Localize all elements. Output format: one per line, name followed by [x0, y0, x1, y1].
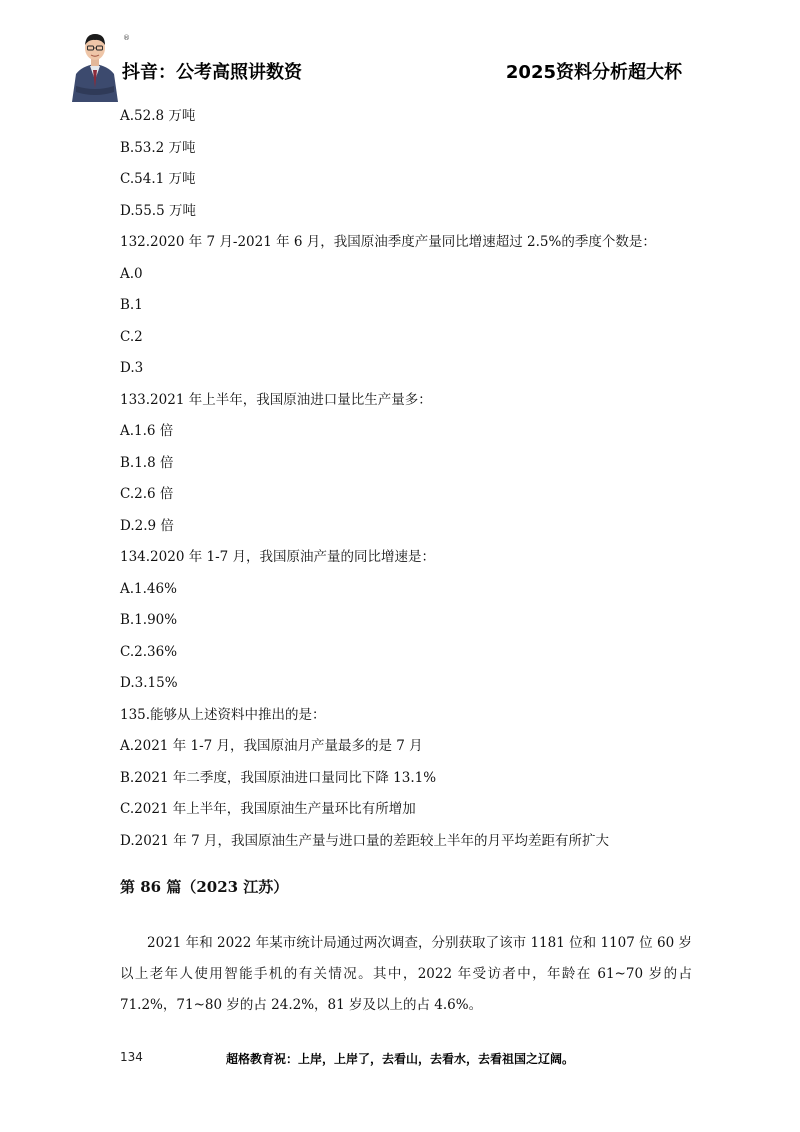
list-item: D.2.9 倍: [120, 517, 174, 534]
section-heading: 第 86 篇（2023 江苏）: [120, 878, 289, 896]
list-item: A.0: [120, 265, 143, 282]
question-stem: 135.能够从上述资料中推出的是：: [120, 706, 326, 723]
list-item: B.1: [120, 297, 143, 313]
list-item: D.3.15%: [120, 675, 178, 691]
book-title: 2025资料分析超大杯: [505, 62, 682, 83]
question-stem: 132.2020 年 7 月-2021 年 6 月，我国原油季度产量同比增速超过 2.5%的季度个数是：: [120, 234, 656, 250]
list-item: D.55.5 万吨: [120, 202, 196, 219]
passage: [120, 928, 692, 1021]
list-item: C.2.36%: [120, 643, 178, 660]
passage-paragraph: 2021 年和 2022 年某市统计局通过两次调查，分别获取了该市 1181 位和 1107 位 60 岁以上老年人使用智能手机的有关情况。其中，2022 年受访者中，年龄在 61~70 岁的占 71.2%，71~80 岁的占 24.2%，81 岁及以上的占 4.6%。: [120, 935, 692, 1013]
list-item: A.1.6 倍: [120, 423, 174, 439]
list-item: A.2021 年 1-7 月，我国原油月产量最多的是 7 月: [120, 738, 423, 754]
page-header: [0, 0, 800, 104]
question-list: [120, 104, 690, 860]
list-item: A.1.46%: [120, 580, 177, 597]
list-item: B.2021 年二季度，我国原油进口量同比下降 13.1%: [120, 769, 437, 786]
footer-slogan: 超格教育祝：上岸，上岸了，去看山，去看水，去看祖国之辽阔。: [226, 1052, 575, 1066]
list-item: C.2021 年上半年，我国原油生产量环比有所增加: [120, 801, 416, 817]
list-item: C.2.6 倍: [120, 486, 174, 502]
question-stem: 133.2021 年上半年，我国原油进口量比生产量多：: [120, 391, 432, 408]
list-item: B.1.90%: [120, 612, 178, 628]
list-item: C.54.1 万吨: [120, 171, 196, 187]
author-photo: [68, 28, 122, 102]
list-item: B.1.8 倍: [120, 454, 174, 471]
list-item: C.2: [120, 328, 143, 345]
list-item: B.53.2 万吨: [120, 139, 196, 156]
registered-mark: ®: [123, 34, 130, 42]
author-portrait-icon: [68, 28, 122, 102]
page-number: 134: [120, 1050, 143, 1064]
question-stem: 134.2020 年 1-7 月，我国原油产量的同比增速是：: [120, 549, 436, 565]
list-item: D.2021 年 7 月，我国原油生产量与进口量的差距较上半年的月平均差距有所扩大: [120, 832, 609, 849]
brand-title: 抖音：公考高照讲数资: [122, 62, 302, 83]
list-item: A.52.8 万吨: [120, 108, 196, 124]
list-item: D.3: [120, 360, 144, 376]
